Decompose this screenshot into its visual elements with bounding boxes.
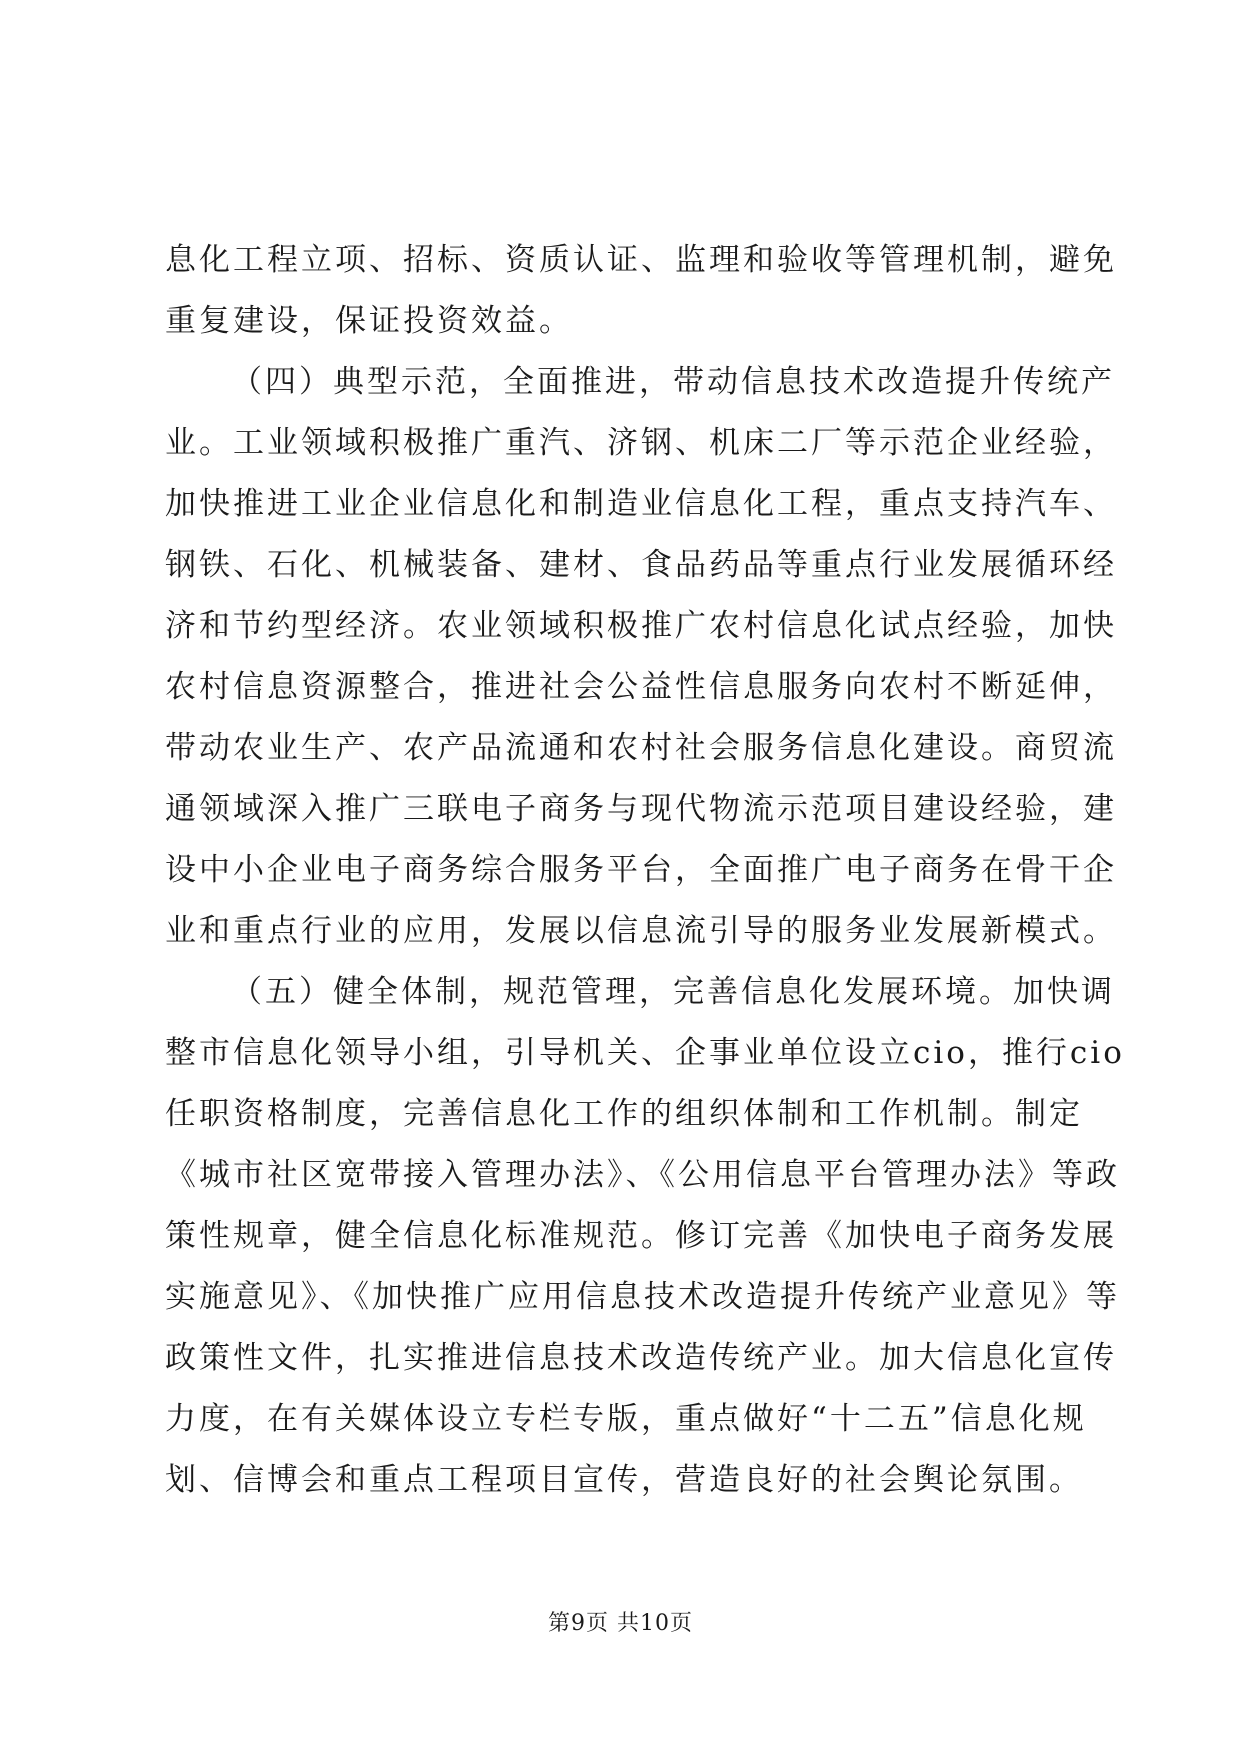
text-line: 业。工业领域积极推广重汽、济钢、机床二厂等示范企业经验， bbox=[165, 425, 1117, 461]
section-heading-line: （五）健全体制，规范管理，完善信息化发展环境。加快调 bbox=[231, 974, 1115, 1010]
page-number-footer: 第9页 共10页 bbox=[548, 1611, 693, 1636]
text-line: 农村信息资源整合，推进社会公益性信息服务向农村不断延伸， bbox=[165, 669, 1117, 705]
text-line: 加快推进工业企业信息化和制造业信息化工程，重点支持汽车、 bbox=[165, 486, 1117, 522]
text-line: 实施意见》、《加快推广应用信息技术改造提升传统产业意见》等 bbox=[165, 1279, 1120, 1315]
text-line: 通领域深入推广三联电子商务与现代物流示范项目建设经验，建 bbox=[165, 791, 1117, 827]
text-line: 政策性文件，扎实推进信息技术改造传统产业。加大信息化宣传 bbox=[165, 1340, 1117, 1376]
section-heading-line: （四）典型示范，全面推进，带动信息技术改造提升传统产 bbox=[231, 364, 1115, 400]
text-line: 息化工程立项、招标、资质认证、监理和验收等管理机制，避免 bbox=[165, 242, 1117, 278]
body-text bbox=[165, 230, 1125, 1511]
text-line: 业和重点行业的应用，发展以信息流引导的服务业发展新模式。 bbox=[165, 913, 1117, 949]
text-line: 划、信博会和重点工程项目宣传，营造良好的社会舆论氛围。 bbox=[165, 1462, 1083, 1498]
text-line: 设中小企业电子商务综合服务平台，全面推广电子商务在骨干企 bbox=[165, 852, 1117, 888]
text-line: 重复建设，保证投资效益。 bbox=[165, 303, 573, 339]
text-line: 力度，在有关媒体设立专栏专版，重点做好“十二五”信息化规 bbox=[165, 1401, 1087, 1437]
text-line: 济和节约型经济。农业领域积极推广农村信息化试点经验，加快 bbox=[165, 608, 1117, 644]
text-line: 《城市社区宽带接入管理办法》、《公用信息平台管理办法》等政 bbox=[165, 1157, 1120, 1193]
text-line: 任职资格制度，完善信息化工作的组织体制和工作机制。制定 bbox=[165, 1096, 1083, 1132]
text-line: 策性规章，健全信息化标准规范。修订完善《加快电子商务发展 bbox=[165, 1218, 1117, 1254]
text-line: 带动农业生产、农产品流通和农村社会服务信息化建设。商贸流 bbox=[165, 730, 1117, 766]
text-line: 整市信息化领导小组，引导机关、企事业单位设立cio，推行cio bbox=[165, 1035, 1125, 1071]
text-line: 钢铁、石化、机械装备、建材、食品药品等重点行业发展循环经 bbox=[165, 547, 1117, 583]
